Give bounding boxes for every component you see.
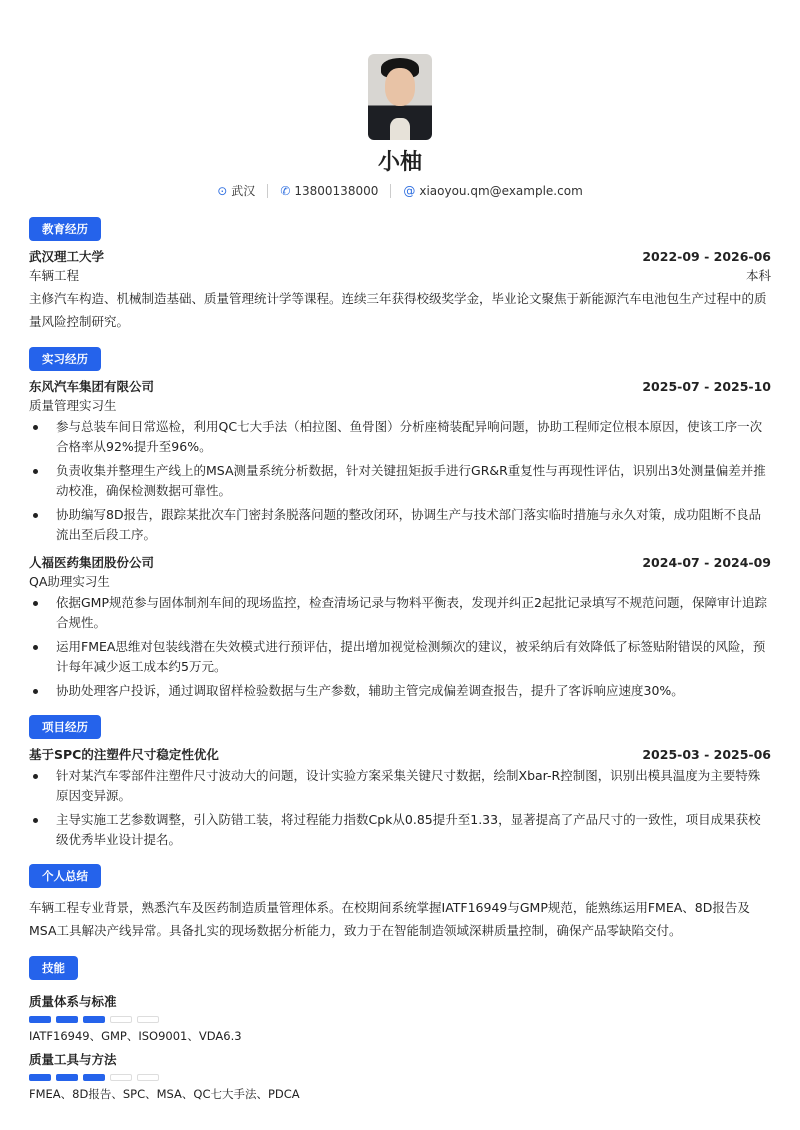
internship-entry	[29, 377, 771, 545]
skill-level-bar	[137, 1016, 159, 1023]
resume-header	[29, 54, 771, 199]
dates: 2024-07 - 2024-09	[642, 555, 771, 570]
bullet: 协助处理客户投诉，通过调取留样检验数据与生产参数，辅助主管完成偏差调查报告，提升了客诉响应速度30%。	[29, 681, 771, 701]
summary-section	[29, 864, 771, 942]
skill-level-bar	[56, 1016, 78, 1023]
company: 人福医药集团股份公司	[29, 555, 155, 570]
bullet: 负责收集并整理生产线上的MSA测量系统分析数据，针对关键扭矩扳手进行GR&R重复性与再现性评估，识别出3处测量偏差并推动校准，确保检测数据可靠性。	[29, 461, 771, 501]
dates: 2025-03 - 2025-06	[642, 747, 771, 762]
skill-item	[29, 992, 771, 1044]
skill-level-bar	[56, 1074, 78, 1081]
location: 武汉	[231, 184, 256, 198]
candidate-name: 小柚	[377, 150, 422, 175]
section-title: 实习经历	[29, 347, 101, 371]
summary-text: 车辆工程专业背景，熟悉汽车及医药制造质量管理体系。在校期间系统掌握IATF16949与GMP规范，能熟练运用FMEA、8D报告及MSA工具解决产线异常。具备扎实的现场数据分析能力，致力于在智能制造领域深耕质量控制，确保产品零缺陷交付。	[29, 900, 750, 938]
project-section	[29, 715, 771, 850]
dates: 2022-09 - 2026-06	[642, 249, 771, 264]
email[interactable]: xiaoyou.qm@example.com	[419, 183, 583, 198]
bullet: 针对某汽车零部件注塑件尺寸波动大的问题，设计实验方案采集关键尺寸数据，绘制Xbar-R控制图，识别出模具温度为主要特殊原因变异源。	[29, 766, 771, 806]
major: 车辆工程	[29, 268, 80, 283]
email-icon: @	[403, 183, 416, 198]
skill-level-bar	[110, 1074, 132, 1081]
skill-level-bar	[29, 1016, 51, 1023]
internship-section	[29, 347, 771, 701]
skill-level	[29, 1074, 771, 1081]
skill-level	[29, 1016, 771, 1023]
internship-entry	[29, 553, 771, 701]
section-title: 技能	[29, 956, 78, 980]
skill-level-bar	[29, 1074, 51, 1081]
company: 东风汽车集团有限公司	[29, 379, 155, 394]
section-title: 教育经历	[29, 217, 101, 241]
phone-icon: ✆	[280, 183, 291, 198]
contact-info	[29, 182, 771, 199]
section-title: 项目经历	[29, 715, 101, 739]
role: QA助理实习生	[29, 574, 110, 589]
bullet: 主导实施工艺参数调整，引入防错工装，将过程能力指数Cpk从0.85提升至1.33，显著提高了产品尺寸的一致性，项目成果获校级优秀毕业设计提名。	[29, 810, 771, 850]
skill-name: 质量工具与方法	[29, 1052, 117, 1067]
degree: 本科	[745, 268, 771, 283]
skill-level-bar	[110, 1016, 132, 1023]
skill-detail: FMEA、8D报告、SPC、MSA、QC七大手法、PDCA	[29, 1087, 300, 1101]
skill-name: 质量体系与标准	[29, 994, 117, 1009]
divider	[390, 184, 391, 198]
education-description: 主修汽车构造、机械制造基础、质量管理统计学等课程。连续三年获得校级奖学金，毕业论文聚焦于新能源汽车电池包生产过程中的质量风险控制研究。	[29, 291, 767, 329]
profile-photo	[368, 54, 432, 140]
skill-level-bar	[83, 1074, 105, 1081]
bullet: 参与总装车间日常巡检，利用QC七大手法（柏拉图、鱼骨图）分析座椅装配异响问题，协助工程师定位根本原因，使该工序一次合格率从92%提升至96%。	[29, 417, 771, 457]
location-pin-icon: ⊙	[217, 184, 228, 198]
school: 武汉理工大学	[29, 249, 105, 264]
divider	[267, 184, 268, 198]
section-title: 个人总结	[29, 864, 101, 888]
skill-level-bar	[83, 1016, 105, 1023]
skill-detail: IATF16949、GMP、ISO9001、VDA6.3	[29, 1029, 242, 1043]
skill-level-bar	[137, 1074, 159, 1081]
role: 质量管理实习生	[29, 398, 117, 413]
skill-item	[29, 1050, 771, 1102]
skills-section	[29, 956, 771, 1102]
project-name: 基于SPC的注塑件尺寸稳定性优化	[29, 747, 219, 762]
dates: 2025-07 - 2025-10	[642, 379, 771, 394]
bullet: 协助编写8D报告，跟踪某批次车门密封条脱落问题的整改闭环，协调生产与技术部门落实临时措施与永久对策，成功阻断不良品流出至后段工序。	[29, 505, 771, 545]
phone: 13800138000	[294, 183, 379, 198]
bullet: 依据GMP规范参与固体制剂车间的现场监控，检查清场记录与物料平衡表，发现并纠正2起批记录填写不规范问题，保障审计追踪合规性。	[29, 593, 771, 633]
education-section	[29, 217, 771, 333]
bullet: 运用FMEA思维对包装线潜在失效模式进行预评估，提出增加视觉检测频次的建议，被采纳后有效降低了标签贴附错误的风险，预计每年减少返工成本约5万元。	[29, 637, 771, 677]
